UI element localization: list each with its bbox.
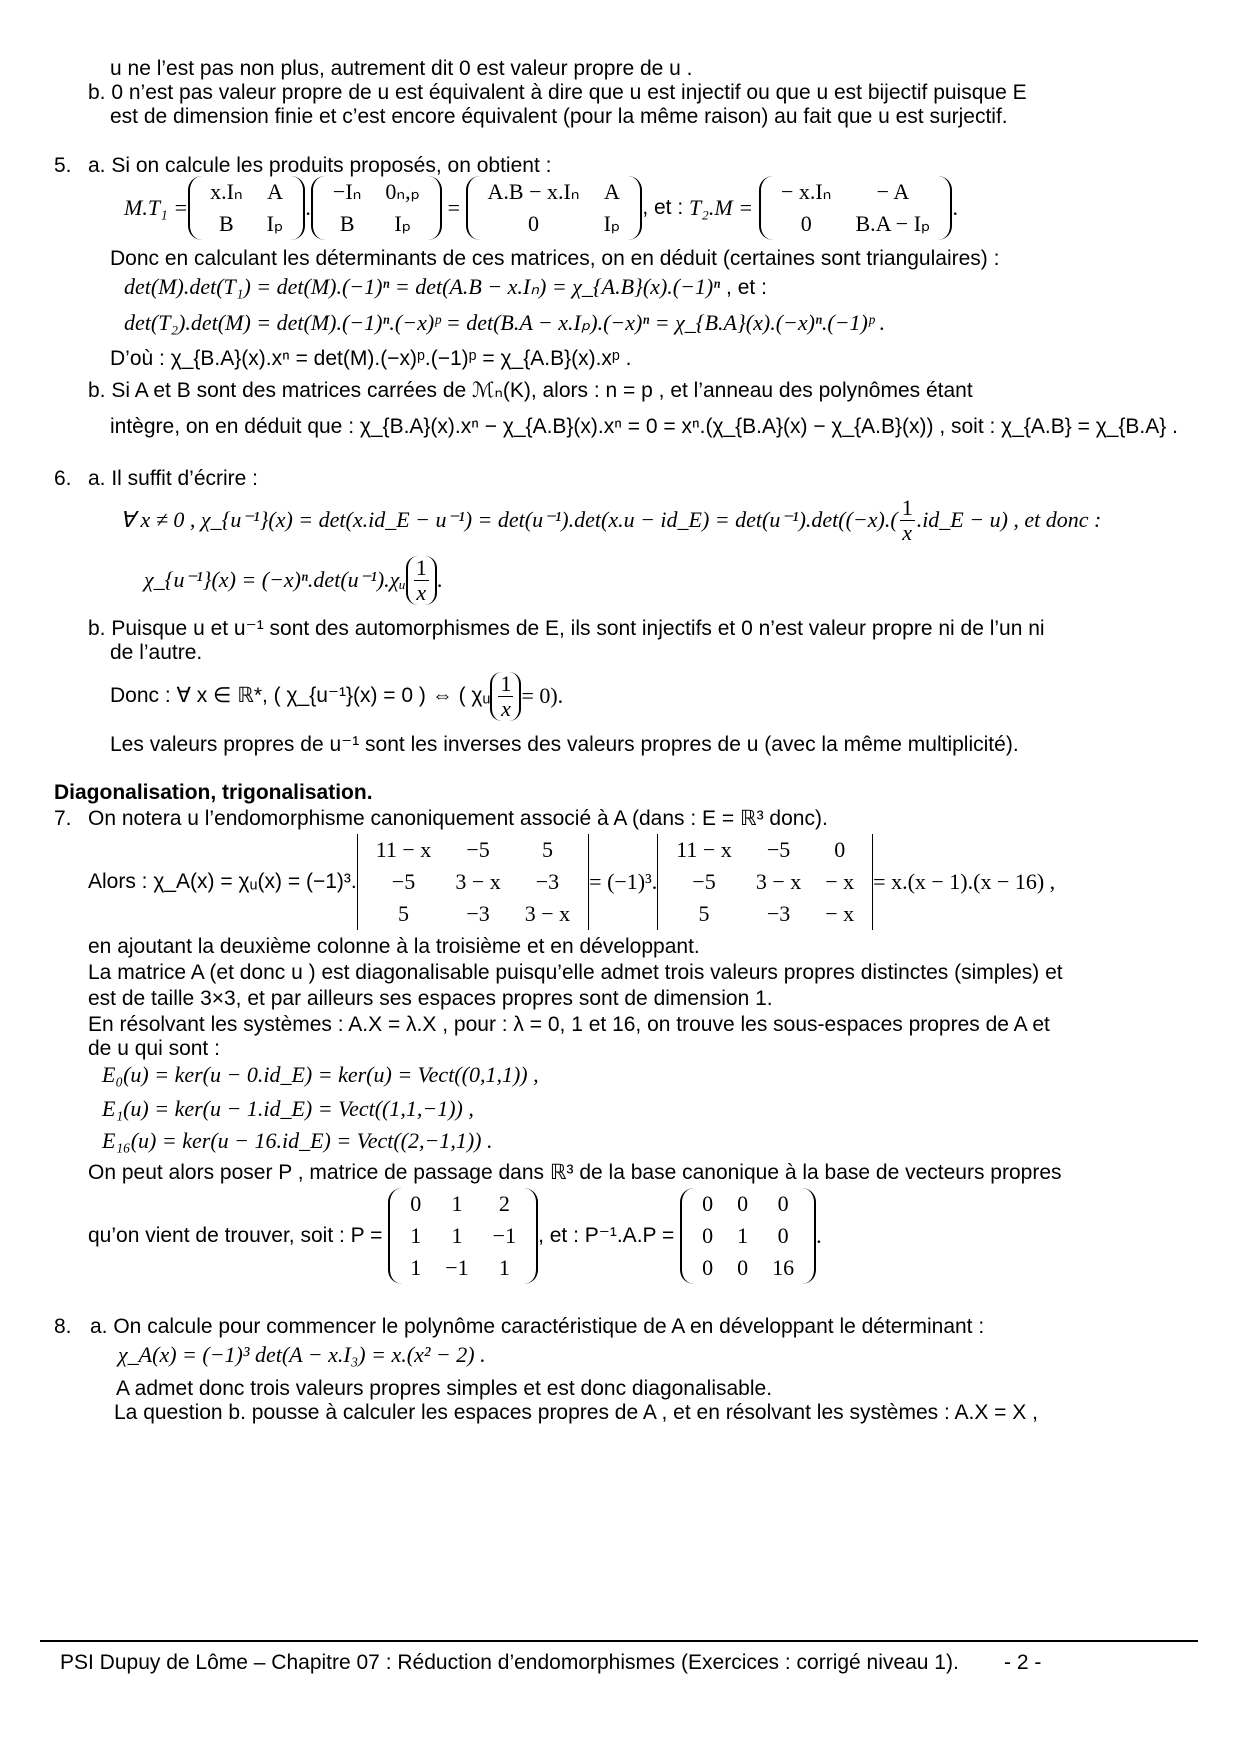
matrix-cell: 0 [777, 1223, 789, 1248]
matrix-cell: 0 [834, 837, 846, 862]
matrix-M [188, 176, 305, 240]
matrix-cell: −5 [766, 837, 791, 862]
matrix-cell: B.A − Iₚ [855, 211, 931, 236]
text-line: On peut alors poser P , matrice de passage dans ℝ³ de la base canonique à la base de vecteurs propres [88, 1161, 1062, 1184]
fraction [414, 556, 429, 605]
equation-chiA [88, 832, 1055, 932]
text-connector: , et : [726, 276, 767, 299]
text-line: a. On calcule pour commencer le polynôme caractéristique de A en développant le déterminant : [90, 1315, 985, 1338]
question-number: 8. [54, 1315, 72, 1338]
question-number: 7. [54, 807, 72, 830]
math-text: = x.(x − 1).(x − 16) , [873, 869, 1056, 894]
matrix-cell: 3 − x [524, 901, 571, 926]
equation-chiA-q8: χ_A(x) = (−1)³ det(A − x.I₃) = x.(x² − 2) . [118, 1342, 486, 1367]
math-text: = (−1)³. [589, 869, 658, 894]
matrix-cell: 5 [398, 901, 410, 926]
matrix-cell: A.B − x.Iₙ [487, 179, 580, 204]
matrix-cell: 1 [737, 1223, 749, 1248]
equation-chi-inverse [120, 494, 1101, 546]
matrix-cell: −Iₙ [332, 179, 362, 204]
question-number: 5. [54, 154, 72, 177]
matrix-cell: − x [825, 869, 855, 894]
matrix-cell: 1 [498, 1255, 510, 1280]
math-text: = 0). [521, 683, 564, 708]
equation-MT1: M.T₁ = x.Iₙ A B Iₚ . −Iₙ 0ₙ,ₚ B Iₚ = A.B − x.Iₙ A 0 Iₚ , et : T₂.M = − x.Iₙ − A 0 B.A − Iₚ . [124, 176, 958, 240]
fraction-numerator: 1 [415, 554, 427, 580]
eigenspace-E0: E₀(u) = ker(u − 0.id_E) = ker(u) = Vect((0,1,1)) , [102, 1062, 539, 1087]
text-line: b. Puisque u et u⁻¹ sont des automorphismes de E, ils sont injectifs et 0 n’est valeur propre ni de l’un ni [88, 617, 1045, 640]
text-line: b. 0 n’est pas valeur propre de u est équivalent à dire que u est injectif ou que u est bijectif puisque E [88, 81, 1027, 104]
equation-det2: det(T₂).det(M) = det(M).(−1)ⁿ.(−x)ᵖ = det(B.A − x.Iₚ).(−x)ⁿ = χ_{B.A}(x).(−x)ⁿ.(−1)ᵖ . [124, 310, 886, 335]
section-heading: Diagonalisation, trigonalisation. [54, 781, 373, 804]
matrix-cell: 3 − x [755, 869, 802, 894]
matrix-cell: Iₚ [603, 211, 621, 236]
matrix-cell: −5 [466, 837, 490, 862]
matrix-cell: B [339, 211, 355, 236]
text-line: La matrice A (et donc u ) est diagonalisable puisqu’elle admet trois valeurs propres distinctes (simples) et [88, 961, 1063, 984]
matrix-cell: 11 − x [676, 837, 732, 862]
matrix-cell: Iₚ [266, 211, 284, 236]
fraction-numerator: 1 [500, 670, 512, 696]
matrix-cell: 1 [410, 1255, 422, 1280]
matrix-cell: −1 [492, 1223, 517, 1248]
matrix-cell: −3 [466, 901, 490, 926]
equation-dou: D’où : χ_{B.A}(x).xⁿ = det(M).(−x)ᵖ.(−1)ᵖ = χ_{A.B}(x).xᵖ . [110, 347, 632, 370]
determinant-2 [657, 834, 873, 930]
eigenspace-E16: E₁₆(u) = ker(u − 16.id_E) = Vect((2,−1,1)) . [102, 1128, 493, 1153]
matrix-cell: −5 [692, 869, 716, 894]
text-line: On notera u l’endomorphisme canoniquement associé à A (dans : E = ℝ³ donc). [88, 807, 828, 830]
equation-passage: qu’on vient de trouver, soit : P = 0 1 2 1 1 −1 1 −1 1 , et : P⁻¹.A.P = 0 0 0 0 1 0 0 0 16 . [88, 1186, 822, 1286]
matrix-cell: Iₚ [394, 211, 412, 236]
text-line: Les valeurs propres de u⁻¹ sont les inverses des valeurs propres de u (avec la même multiplicité). [110, 733, 1019, 756]
matrix-cell: − A [876, 179, 910, 204]
text-line: a. Il suffit d’écrire : [88, 467, 259, 490]
matrix-cell: 3 − x [455, 869, 501, 894]
matrix-T2M-result [759, 176, 953, 240]
matrix-cell: 0 [737, 1191, 749, 1216]
text-line: a. Si on calcule les produits proposés, on obtient : [88, 154, 552, 177]
math-text: Alors : χ_A(x) = χᵤ(x) = (−1)³. [88, 870, 357, 893]
fraction-denominator: x [902, 519, 913, 545]
matrix-cell: 1 [451, 1191, 463, 1216]
matrix-cell: 2 [498, 1191, 510, 1216]
matrix-cell: 0 [777, 1191, 789, 1216]
matrix-cell: 0 [528, 211, 540, 236]
eq-label: M.T₁ = [124, 195, 189, 220]
matrix-cell: B [219, 211, 234, 236]
matrix-cell: 0 [800, 211, 812, 236]
question-number: 6. [54, 467, 72, 490]
eq-label: T₂.M = [689, 195, 754, 220]
text-line: u ne l’est pas non plus, autrement dit 0 est valeur propre de u . [110, 57, 693, 80]
text-line: Donc en calculant les déterminants de ces matrices, on en déduit (certaines sont triangulaires) : [110, 247, 1000, 270]
eigenspace-E1: E₁(u) = ker(u − 1.id_E) = Vect((1,1,−1)) , [102, 1096, 474, 1121]
matrix-cell: A [267, 179, 283, 204]
matrix-cell: 0 [702, 1223, 714, 1248]
text-line: En résolvant les systèmes : A.X = λ.X , pour : λ = 0, 1 et 16, on trouve les sous-espaces propres de A et [88, 1013, 1050, 1036]
math-text: .id_E − u) , et donc : [916, 507, 1102, 532]
matrix-cell: −3 [535, 869, 560, 894]
matrix-cell: 1 [451, 1223, 463, 1248]
matrix-cell: A [604, 179, 620, 204]
page-number: - 2 - [1004, 1651, 1042, 1674]
matrix-cell: −1 [445, 1255, 469, 1280]
text-line: de u qui sont : [88, 1037, 220, 1060]
text-line: en ajoutant la deuxième colonne à la troisième et en développant. [88, 935, 700, 958]
matrix-cell: 0 [737, 1255, 749, 1280]
paren [406, 556, 437, 605]
matrix-cell: − x [825, 901, 855, 926]
fraction-numerator: 1 [901, 494, 913, 520]
fraction [900, 496, 915, 545]
text-line: intègre, on en déduit que : χ_{B.A}(x).xⁿ − χ_{A.B}(x).xⁿ = 0 = xⁿ.(χ_{B.A}(x) − χ_{A.B}(x)) , soit : χ_{A.B} = χ_{B.A} . [110, 415, 1178, 438]
text-line: de l’autre. [110, 641, 203, 664]
matrix-cell: 11 − x [375, 837, 432, 862]
text-line: est de taille 3×3, et par ailleurs ses espaces propres sont de dimension 1. [88, 987, 773, 1010]
matrix-T1 [311, 176, 442, 240]
math-text: ∀ x ≠ 0 , χ_{u⁻¹}(x) = det(x.id_E − u⁻¹) = det(u⁻¹).det(x.u − id_E) = det(u⁻¹).det((−x).( [120, 507, 898, 532]
matrix-cell: − x.Iₙ [780, 179, 832, 204]
matrix-cell: −5 [391, 869, 416, 894]
text-line: La question b. pousse à calculer les espaces propres de A , et en résolvant les systèmes : A.X = X , [114, 1401, 1038, 1424]
matrix-cell: 1 [410, 1223, 422, 1248]
footer-rule [40, 1640, 1198, 1642]
text-line: A admet donc trois valeurs propres simples et est donc diagonalisable. [116, 1377, 773, 1400]
matrix-cell: 0ₙ,ₚ [385, 179, 421, 204]
fraction-denominator: x [501, 695, 511, 721]
matrix-cell: 16 [772, 1255, 795, 1280]
text-line: b. Si A et B sont des matrices carrées de ℳₙ(K), alors : n = p , et l’anneau des polynômes étant [88, 379, 973, 402]
matrix-cell: 0 [702, 1191, 714, 1216]
fraction [498, 672, 513, 721]
paren [490, 672, 521, 721]
math-text: det(M).det(T₁) = det(M).(−1)ⁿ = det(A.B − x.Iₙ) = χ_{A.B}(x).(−1)ⁿ [124, 274, 721, 299]
math-text: χ_{u⁻¹}(x) = (−x)ⁿ.det(u⁻¹).χᵤ [144, 567, 406, 592]
equation-det1 [124, 274, 767, 301]
math-text: Donc : ∀ x ∈ ℝ*, ( χ_{u⁻¹}(x) = 0 ) ⇔ ( χᵤ [110, 684, 491, 707]
fraction-denominator: x [416, 579, 427, 605]
matrix-cell: 5 [541, 837, 553, 862]
text-line: est de dimension finie et c’est encore équivalent (pour la même raison) au fait que u est surjectif. [110, 105, 1008, 128]
math-text: , et : P⁻¹.A.P = [538, 1224, 675, 1247]
matrix-cell: 0 [702, 1255, 714, 1280]
math-text: qu’on vient de trouver, soit : P = [88, 1224, 383, 1247]
matrix-D [680, 1188, 816, 1284]
equation-chi-inverse-2: χ_{u⁻¹}(x) = (−x)ⁿ.det(u⁻¹).χᵤ $\frac{1}{x}$ . [144, 554, 443, 605]
matrix-MT1-result [466, 176, 643, 240]
matrix-P [388, 1188, 538, 1284]
footer-title: PSI Dupuy de Lôme – Chapitre 07 : Réduction d’endomorphismes (Exercices : corrigé niveau 1). [60, 1651, 959, 1674]
matrix-cell: 5 [698, 901, 710, 926]
text-connector: , et : [642, 196, 684, 219]
matrix-cell: −3 [766, 901, 791, 926]
matrix-cell: 0 [410, 1191, 422, 1216]
equation-equivalence [110, 668, 563, 724]
determinant-1 [357, 834, 589, 930]
matrix-cell: x.Iₙ [210, 179, 243, 204]
